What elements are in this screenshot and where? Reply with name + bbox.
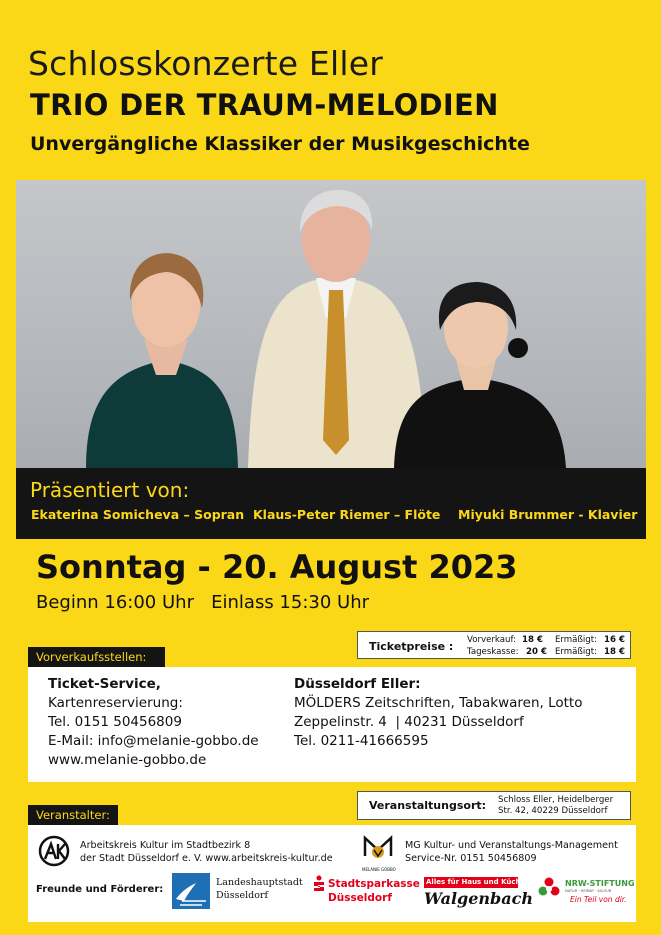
box-office-reduced-price: 18 € — [604, 647, 625, 657]
arbeitskreis-line1: Arbeitskreis Kultur im Stadtbezirk 8 — [80, 840, 251, 851]
nrw-stiftung-logo-icon — [537, 876, 561, 900]
concert-title: TRIO DER TRAUM-MELODIEN — [30, 88, 499, 122]
sparkasse-name-line2: Düsseldorf — [328, 892, 392, 904]
nrw-stiftung-slogan: Ein Teil von dir. — [570, 895, 627, 904]
box-office-price: 20 € — [526, 647, 547, 657]
trio-photo — [16, 180, 646, 468]
presale-label: Vorverkaufsstellen: — [36, 650, 147, 664]
concert-subtitle: Unvergängliche Klassiker der Musikgeschichte — [30, 133, 530, 155]
venue-label: Veranstaltungsort: — [369, 799, 487, 812]
city-name-line2: Düsseldorf — [216, 890, 269, 901]
walgenbach-logo: Walgenbach — [424, 889, 533, 908]
performer-soprano: Ekaterina Somicheva – Sopran — [31, 507, 245, 522]
box-office-reduced-label: Ermäßigt: — [555, 647, 597, 657]
performer-piano: Miyuki Brummer - Klavier — [458, 507, 638, 522]
ticket-service-website[interactable]: www.melanie-gobbo.de — [48, 752, 207, 768]
organizer-label: Veranstalter: — [36, 808, 110, 822]
presale-reduced-price: 16 € — [604, 635, 625, 645]
moelders-name: MÖLDERS Zeitschriften, Tabakwaren, Lotto — [294, 695, 583, 711]
mg-line1: MG Kultur- und Veranstaltungs-Management — [405, 840, 618, 851]
mg-logo-caption: MELANIE GOBBO — [362, 867, 396, 872]
ticket-prices-label: Ticketpreise : — [369, 640, 454, 653]
sparkasse-name-line1: Stadtsparkasse — [328, 878, 420, 890]
city-name-line1: Landeshauptstadt — [216, 877, 303, 888]
duesseldorf-heading: Düsseldorf Eller: — [294, 676, 421, 692]
box-office-label: Tageskasse: — [467, 647, 519, 657]
event-date: Sonntag - 20. August 2023 — [36, 548, 518, 586]
city-duesseldorf-logo-icon — [172, 873, 210, 909]
arbeitskreis-logo-icon — [38, 835, 70, 867]
sponsors-label: Freunde und Förderer: — [36, 884, 164, 895]
event-times: Beginn 16:00 Uhr Einlass 15:30 Uhr — [36, 592, 369, 613]
ticket-service-heading: Ticket-Service, — [48, 676, 161, 692]
nrw-stiftung-subtitle: NATUR · HEIMAT · KULTUR — [565, 889, 612, 893]
presale-reduced-label: Ermäßigt: — [555, 635, 597, 645]
nrw-stiftung-name: NRW-STIFTUNG — [565, 879, 635, 888]
mg-logo-icon — [362, 832, 394, 868]
moelders-phone: Tel. 0211-41666595 — [294, 733, 429, 749]
ticket-service-phone: Tel. 0151 50456809 — [48, 714, 182, 730]
venue-address-line1: Schloss Eller, Heidelberger — [498, 795, 614, 805]
series-title: Schlosskonzerte Eller — [28, 44, 383, 83]
ticket-service-email[interactable]: E-Mail: info@melanie-gobbo.de — [48, 733, 259, 749]
arbeitskreis-line2: der Stadt Düsseldorf e. V. www.arbeitskreis-kultur.de — [80, 853, 333, 864]
presale-price: 18 € — [522, 635, 543, 645]
venue-address-line2: Str. 42, 40229 Düsseldorf — [498, 806, 608, 816]
ticket-service-line: Kartenreservierung: — [48, 695, 183, 711]
walgenbach-tagline: Alles für Haus und Küche — [426, 878, 526, 886]
sparkasse-logo-icon — [313, 875, 325, 891]
presale-price-label: Vorverkauf: — [467, 635, 517, 645]
mg-line2: Service-Nr. 0151 50456809 — [405, 853, 537, 864]
moelders-address: Zeppelinstr. 4 | 40231 Düsseldorf — [294, 714, 524, 730]
performer-flute: Klaus-Peter Riemer – Flöte — [253, 507, 441, 522]
trio-photo-illustration — [16, 180, 646, 468]
presented-by-label: Präsentiert von: — [30, 478, 190, 502]
